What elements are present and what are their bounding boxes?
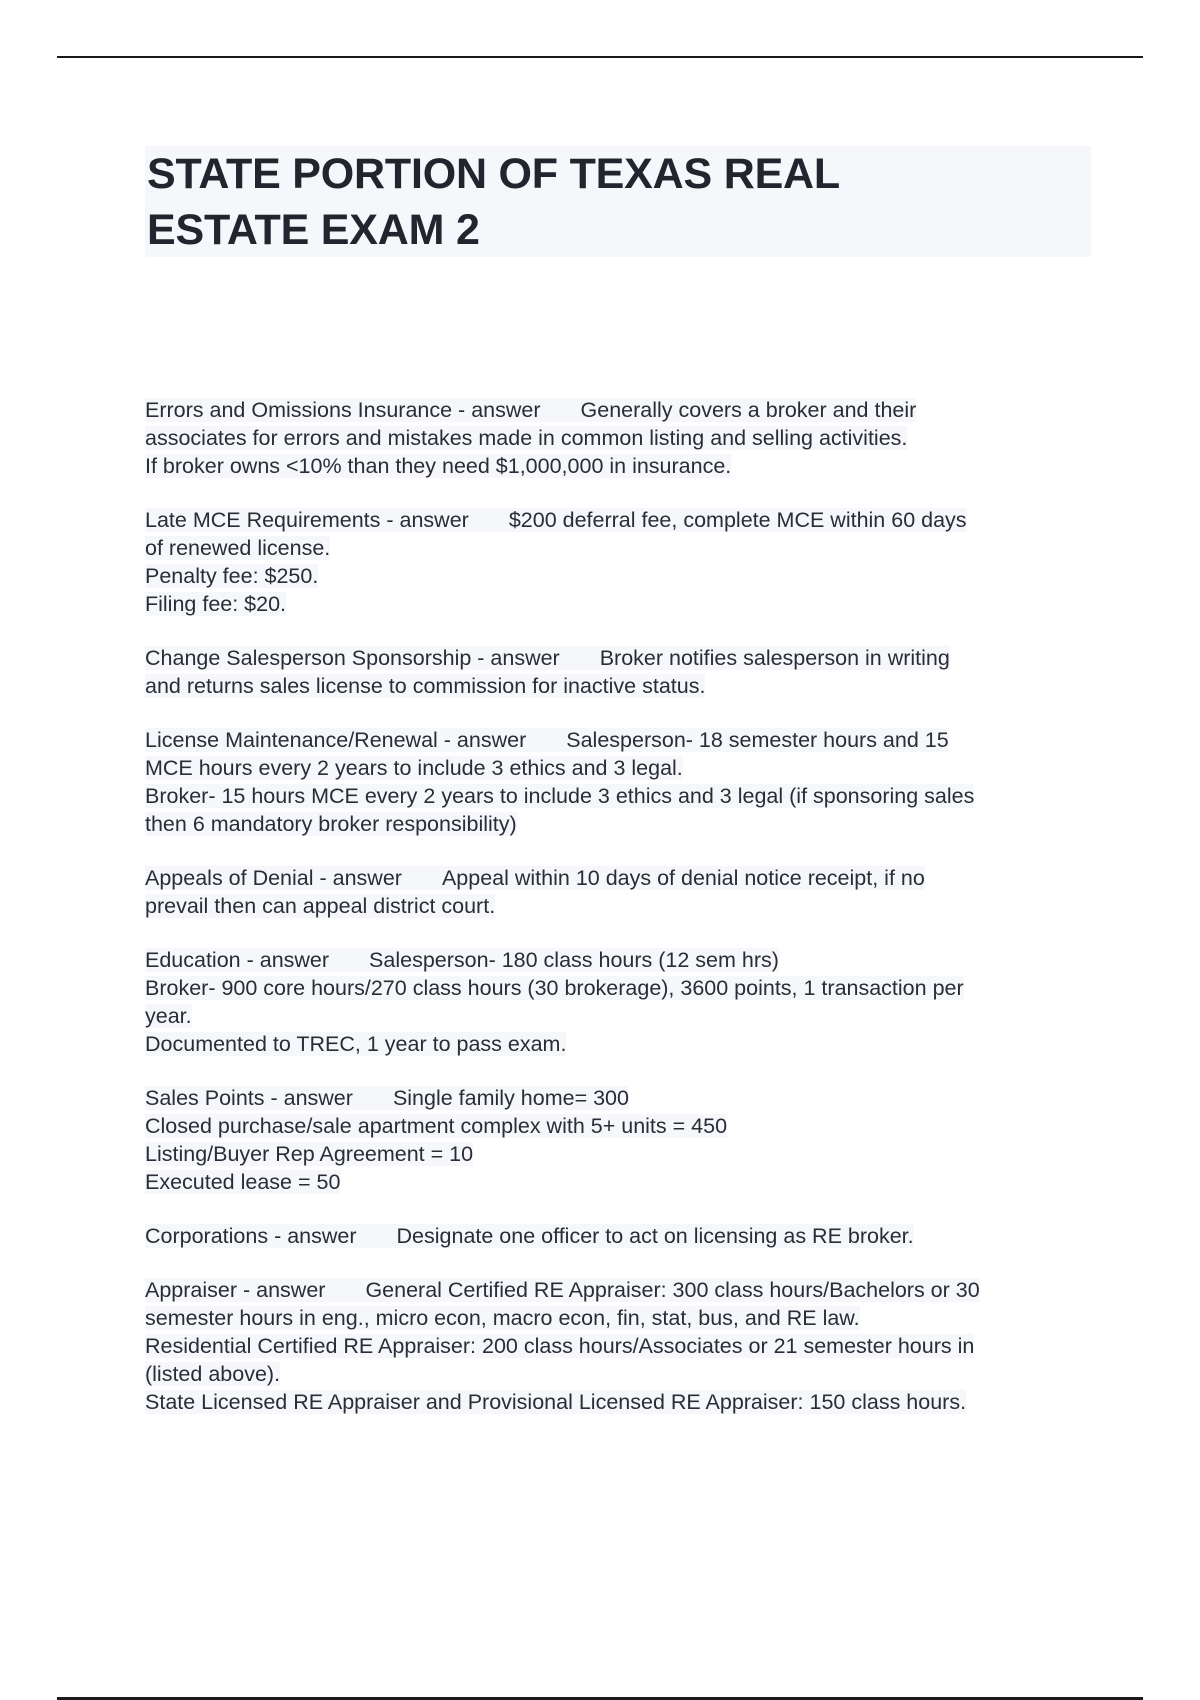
qa-first-line [145,644,1105,672]
highlight-span [145,948,779,972]
qa-answer-text: Documented to TREC, 1 year to pass exam. [145,1032,567,1056]
highlight-span [145,1142,473,1166]
qa-answer-text: Salesperson- 18 semester hours and 15 [566,728,949,752]
highlight-span [145,756,683,780]
qa-answer-text: Broker notifies salesperson in writing [599,646,950,670]
qa-answer-line [145,974,1105,1002]
qa-answer-text: If broker owns <10% than they need $1,000,000 in insurance. [145,454,732,478]
qa-answer-text: (listed above). [145,1362,281,1386]
qa-entry [145,396,1105,480]
qa-answer-text: associates for errors and mistakes made in common listing and selling activities. [145,426,908,450]
qa-answer-text: Executed lease = 50 [145,1170,341,1194]
qa-answer-text: Salesperson- 180 class hours (12 sem hrs) [369,948,779,972]
qa-term: Education - answer [145,948,330,972]
highlight-span [145,784,974,808]
qa-term: Sales Points - answer [145,1086,353,1110]
qa-answer-text: then 6 mandatory broker responsibility) [145,812,517,836]
qa-entry [145,864,1105,920]
qa-answer-line [145,810,1105,838]
qa-term: Late MCE Requirements - answer [145,508,469,532]
highlight-span [145,508,967,532]
qa-first-line [145,726,1105,754]
qa-answer-text: Closed purchase/sale apartment complex with 5+ units = 450 [145,1114,728,1138]
qa-answer-text: Listing/Buyer Rep Agreement = 10 [145,1142,474,1166]
qa-entry [145,726,1105,838]
qa-entry [145,1084,1105,1196]
qa-first-line [145,864,1105,892]
qa-answer-text: General Certified RE Appraiser: 300 class hours/Bachelors or 30 [365,1278,980,1302]
qa-answer-text: Designate one officer to act on licensing as RE broker. [396,1224,914,1248]
qa-entry [145,1276,1105,1416]
qa-answer-text: Appeal within 10 days of denial notice receipt, if no [441,866,925,890]
top-rule [57,56,1143,58]
qa-answer-line [145,1332,1105,1360]
highlight-span [145,976,964,1000]
qa-answer-line [145,1002,1105,1030]
highlight-span [145,1170,340,1194]
qa-answer-line [145,1168,1105,1196]
qa-answer-text: semester hours in eng., micro econ, macro econ, fin, stat, bus, and RE law. [145,1306,860,1330]
qa-answer-line [145,1388,1105,1416]
highlight-span [145,1306,860,1330]
qa-first-line [145,1084,1105,1112]
qa-answer-line [145,1304,1105,1332]
highlight-span [145,894,495,918]
qa-term: Appraiser - answer [145,1278,326,1302]
qa-list [145,396,1105,1442]
qa-answer-line [145,1360,1105,1388]
qa-first-line [145,946,1105,974]
qa-first-line [145,1222,1105,1250]
highlight-span [145,592,286,616]
qa-entry [145,506,1105,618]
highlight-span [145,1334,974,1358]
qa-answer-text: and returns sales license to commission for inactive status. [145,674,706,698]
qa-entry [145,946,1105,1058]
qa-answer-line [145,424,1105,452]
qa-answer-line [145,892,1105,920]
highlight-span [145,812,517,836]
qa-answer-text: of renewed license. [145,536,331,560]
title-block [145,146,1091,257]
qa-answer-text: $200 deferral fee, complete MCE within 60 days [508,508,967,532]
highlight-span [145,1086,629,1110]
qa-answer-line [145,782,1105,810]
highlight-span [145,398,916,422]
qa-answer-line [145,1030,1105,1058]
qa-answer-line [145,1140,1105,1168]
qa-term: Appeals of Denial - answer [145,866,402,890]
highlight-span [145,1390,966,1414]
qa-answer-text: year. [145,1004,192,1028]
qa-answer-line [145,672,1105,700]
qa-answer-text: prevail then can appeal district court. [145,894,496,918]
qa-term: Errors and Omissions Insurance - answer [145,398,541,422]
qa-answer-line [145,590,1105,618]
highlight-span [145,1278,980,1302]
qa-answer-line [145,562,1105,590]
highlight-span [145,1004,192,1028]
qa-entry [145,644,1105,700]
highlight-span [145,1362,280,1386]
title-line-1: STATE PORTION OF TEXAS REAL [147,150,840,198]
qa-answer-line [145,534,1105,562]
qa-first-line [145,506,1105,534]
highlight-span [145,1224,914,1248]
qa-entry [145,1222,1105,1250]
qa-answer-text: Residential Certified RE Appraiser: 200 class hours/Associates or 21 semester hours in [145,1334,975,1358]
highlight-span [145,674,705,698]
highlight-span [145,728,949,752]
qa-answer-text: Generally covers a broker and their [580,398,917,422]
highlight-span [145,646,950,670]
title-line-2: ESTATE EXAM 2 [147,206,480,254]
qa-answer-text: Filing fee: $20. [145,592,287,616]
qa-term: Change Salesperson Sponsorship - answer [145,646,560,670]
qa-answer-text: State Licensed RE Appraiser and Provisional Licensed RE Appraiser: 150 class hours. [145,1390,967,1414]
qa-answer-text: MCE hours every 2 years to include 3 ethics and 3 legal. [145,756,683,780]
document-title [147,146,1089,258]
qa-answer-line [145,754,1105,782]
qa-answer-text: Single family home= 300 [392,1086,629,1110]
qa-answer-text: Broker- 15 hours MCE every 2 years to include 3 ethics and 3 legal (if sponsoring sales [145,784,975,808]
qa-answer-text: Penalty fee: $250. [145,564,319,588]
qa-first-line [145,1276,1105,1304]
highlight-span [145,536,330,560]
highlight-span [145,454,731,478]
qa-term: Corporations - answer [145,1224,357,1248]
highlight-span [145,426,907,450]
qa-first-line [145,396,1105,424]
highlight-span [145,1114,727,1138]
highlight-span [145,564,318,588]
qa-answer-line [145,452,1105,480]
qa-term: License Maintenance/Renewal - answer [145,728,527,752]
highlight-span [145,1032,566,1056]
qa-answer-text: Broker- 900 core hours/270 class hours (30 brokerage), 3600 points, 1 transaction per [145,976,964,1000]
highlight-span [145,866,925,890]
qa-answer-line [145,1112,1105,1140]
